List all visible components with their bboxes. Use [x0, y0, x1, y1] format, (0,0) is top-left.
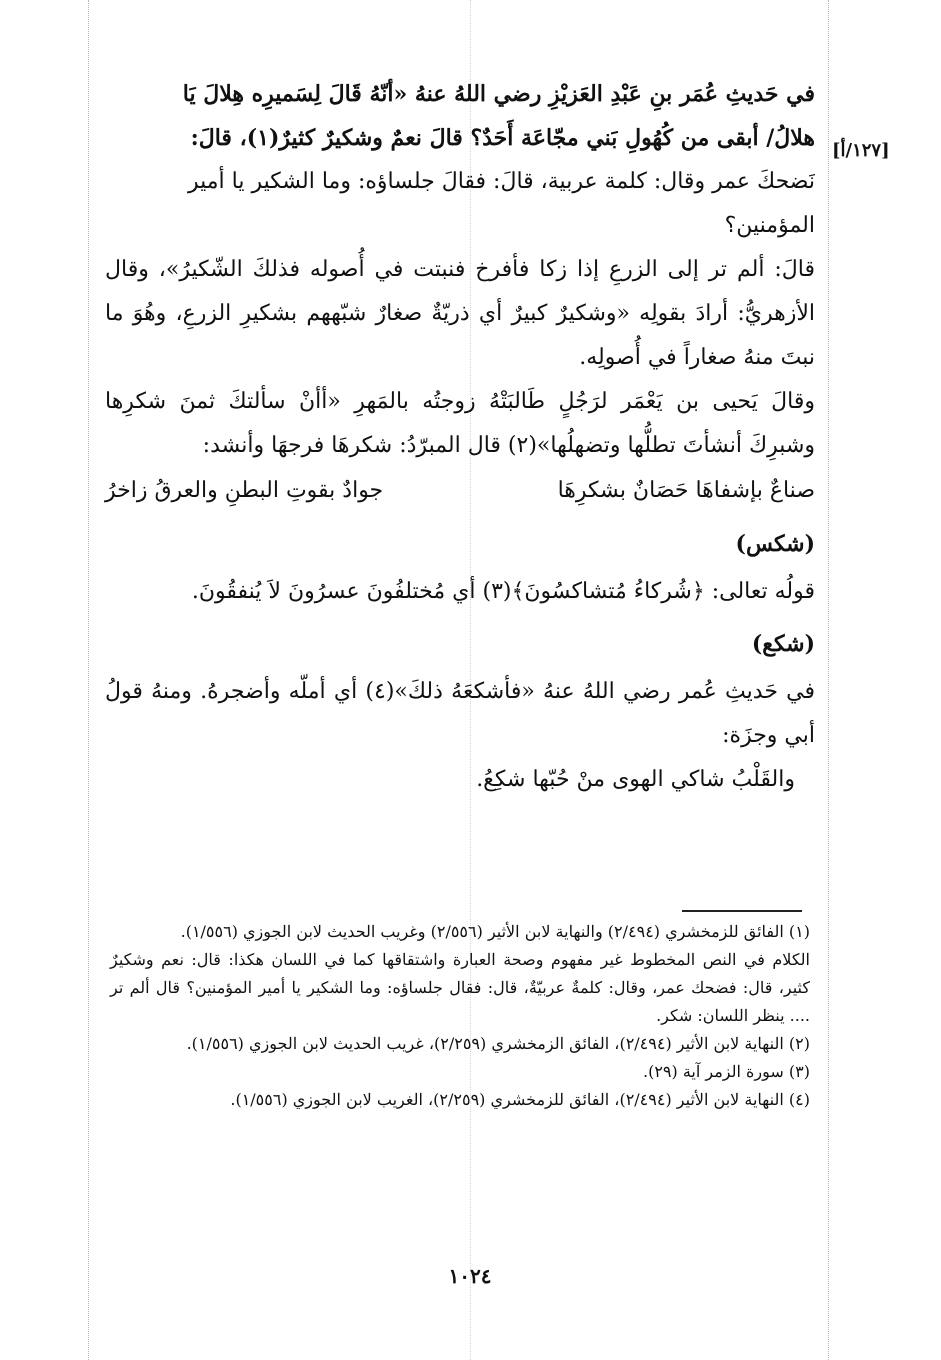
footnote: (٤) النهاية لابن الأثير (٢/٤٩٤)، الفائق للزمخشري (٢/٢٥٩)، الغريب لابن الجوزي (١/٥٥٦). — [230, 1090, 810, 1109]
paragraph — [105, 570, 815, 614]
text-line: في حَديثِ عُمَر بنِ عَبْدِ العَزيْزِ رضي اللهُ عنهُ «أنّهُ قَالَ لِسَميرِه هِلالَ يَا — [182, 81, 815, 107]
margin-folio-reference: [١٢٧/أ] — [832, 140, 890, 161]
footnote: الكلام في النص المخطوط غير مفهوم وصحة العبارة واشتقاقها كما في اللسان هكذا: قال: نعم وشكيرٌ كثير، قال: فضحك عمر، وقال: كلمةٌ عربيّةٌ، قال: فقال جلساؤه: وما الشكير يا أمير المؤمنين؟ قال ألم تر .... ينظر اللسان: شكر. — [110, 950, 810, 1025]
text-line: المؤمنين؟ — [724, 213, 815, 238]
footnote: (٣) سورة الزمر آية (٢٩). — [643, 1062, 810, 1081]
paragraph-text: في حَديثِ عُمر رضي اللهُ عنهُ «فأشكعَهُ ذلكَ»(٤) أي أملّه وأضجرهُ. ومنهُ قولُ أبي وجزَة: — [105, 679, 815, 748]
paragraph — [105, 670, 815, 758]
dotted-guide-right — [828, 0, 829, 1360]
paragraph-text: قولُه تعالى: ﴿شُركاءُ مُتشاكسُونَ﴾(٣) أي مُختلفُونَ عسرُونَ لاَ يُنفقُونَ. — [191, 579, 815, 604]
text-line: هلالُ/ أبقى من كُهُولِ بَني مجّاعَة أَحَدٌ؟ قالَ نعمٌ وشكيرٌ كثيرٌ(١)، قالَ: — [190, 125, 815, 151]
page-number: ١٠٢٤ — [448, 1264, 492, 1288]
poetry-verse — [105, 468, 815, 514]
paragraph-text: وقالَ يَحيى بن يَعْمَر لرَجُلٍ طَالبَتْهُ زوجتُه بالمَهرِ «أأنْ سألتكَ ثمنَ شكرِها وشبرِكَ أنشأتَ تطلُّها وتضهلُها»(٢) قال المبرّدُ: شكرهَا فرجهَا وأنشد: — [105, 389, 815, 458]
entry-heading: (شكس) — [735, 531, 815, 557]
footnote-separator — [682, 910, 802, 912]
footnote: (٢) النهاية لابن الأثير (٢/٤٩٤)، الفائق الزمخشري (٢/٢٥٩)، غريب الحديث لابن الجوزي (١/٥٥٦). — [186, 1034, 810, 1053]
entry-heading: (شكع) — [751, 631, 815, 657]
verse-second-hemistich: جوادٌ بقوتِ البطنِ والعرقُ زاخرُ — [105, 478, 384, 503]
paragraph — [105, 758, 815, 802]
verse-first-hemistich: صناعٌ بإشفاهَا حَصَانٌ بشكرِهَا — [557, 478, 815, 503]
paragraph — [105, 248, 815, 380]
paragraph — [105, 380, 815, 468]
paragraph-text: والقَلْبُ شاكي الهوى منْ حُبّها شكِعُ. — [476, 767, 795, 792]
text-line: نَضحكَ عمر وقال: كلمة عربية، قالَ: فقالَ جلساؤه: وما الشكير يا أمير — [188, 169, 815, 194]
footnote: (١) الفائق للزمخشري (٢/٤٩٤) والنهاية لابن الأثير (٢/٥٥٦) وغريب الحديث لابن الجوزي (١/٥٥٦). — [180, 922, 810, 941]
footnotes — [110, 918, 810, 1114]
paragraph-text: قالَ: ألم تر إلى الزرعِ إذا زكا فأفرخ فنبتت في أُصوله فذلكَ الشّكيرُ»، وقال الأزهريُّ: أرادَ بقولِه «وشكيرٌ كبيرٌ أي ذريّةٌ صغارٌ شبّههم بشكيرِ الزرعِ، وهُوَ ما نبتَ منهُ صغاراً في أُصولِه. — [105, 257, 815, 370]
dotted-guide-left — [88, 0, 89, 1360]
main-text — [105, 72, 815, 802]
